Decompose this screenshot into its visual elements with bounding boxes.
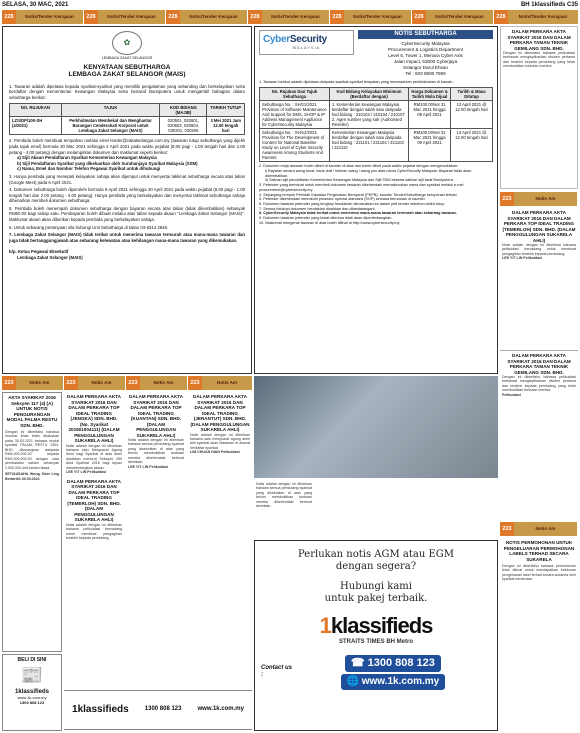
zakat-col-close: TARIKH TUTUP xyxy=(207,104,245,117)
page-section: BH 1klassifieds C35 xyxy=(520,1,578,8)
zakat-para-6: 6. Untuk sebarang pertanyaan sila hubungi Unit Sebutharga di talian 03-8314 2848. xyxy=(9,224,169,230)
1klassifieds-logo: 1klassifieds xyxy=(319,613,433,638)
zakat-col-ref: NO. RUJUKAN xyxy=(10,104,62,117)
category-header: 228 Notis/Tender Kerajaan xyxy=(166,10,248,24)
promo-phone[interactable]: ☎ 1300 808 123 xyxy=(345,655,441,672)
brand-web: www.1k.com.my xyxy=(197,706,244,713)
category-header: 228 Notis/Tender Kerajaan xyxy=(248,10,330,24)
zakat-signature-org: Lembaga Zakat Selangor (MAIS) xyxy=(17,254,83,260)
notis-am-header-row xyxy=(2,376,252,390)
right-notice-1: DALAM PERKARA AKTA SYARIKAT 2016 DAN DALAM PERKARA TOP IDEAL TRADING (TEMERLOH) SDN. BHD. (DALAM PENGGULUNGAN SUKARELA AHLI) Notis adalah dengan ini diberikan bahawa pelikuidasi bercadang untuk membuat pengagihan terakhir kepada pemiutang. LEE YIT LIN Pelikuidasi xyxy=(502,210,576,261)
notis-am-header: 223 Notis Am xyxy=(500,522,578,536)
advert-photo xyxy=(254,376,498,478)
notice-col-4: DALAM PERKARA AKTA SYARIKAT 2016 DAN DALAM PERKARA TOP IDEAL TRADING (JERANTUT) SDN. BHD. (DALAM PENGGULUNGAN SUKARELA AHLI) Notis adalah dengan ini diberikan bahawa satu mesyuarat agung akhir ahli syarikat akan diadakan di alamat berdaftar syarikat. LIM CHUAN HIAN Pelikuidasi xyxy=(190,394,250,455)
promo-line-3: Hubungi kami xyxy=(340,581,412,592)
newspaper-brands: STRAITS TIMES BH Metro xyxy=(338,639,413,646)
promo-line-2: dengan segera? xyxy=(335,561,417,572)
zakat-org-name: LEMBAGA ZAKAT SELANGOR xyxy=(101,56,153,60)
zakat-para-4: 4. Dokumen sebutharga boleh diperolehi bermula 8 April 2021 sehingga 30 April 2021 pada waktu pejabat (8.00 pagi - 1.00 tengah hari dan 2.00 petang - 4.00 petang). Hanya pembida yang berkelayakan dan menyertai taklimat sebutharga sahaja dibenarkan membeli dokumen sebutharga. xyxy=(9,187,245,204)
table-row: Sebutharga No. : SH/11/2021 Provision of Software Maintenance And Support for DMS, SHOP & IP Address Management Appliance for CyberSecurity Malaysia 1. Kementerian Kewangan Malaysia berdaftar dengan salah satu daripada kod bidang : 210103 / 210104 / 210107 2. Agen sumber yang sah (Authorised Reseller) RM100.00/set 31 Mac 2021 hingga 09 April 2021 13 April 2021 @ 12.00 tengah hari xyxy=(260,100,493,128)
zakat-notice xyxy=(2,26,252,374)
category-header-row xyxy=(2,10,578,24)
promo-line-4: untuk pakej terbaik. xyxy=(324,593,428,604)
notis-am-header: 223 Notis Am xyxy=(188,376,252,390)
promo-contact-label: Contact us : xyxy=(261,664,293,679)
zakat-col-code: KOD BIDANG (MAJIB) xyxy=(160,104,207,117)
zakat-para-3: 3. Hanya pembida yang menepati kelayakan sahaja akan dijemput untuk menyertai taklimat sebutharga secara atas talian (Google Meet) pada 6 April 2021. xyxy=(9,173,245,185)
zakat-list-item: b) Sijil Pendaftaran Syarikat yang dikeluarkan oleh Suruhanjaya Syarikat Malaysia (SSM) xyxy=(17,160,198,166)
notice-col-1: AKTA SYARIKAT 2016 Seksyen 117 (4) (A) UNTUK NOTIS PENGURANGAN MODAL PALMA RESTU SDN. BHD. Dengan ini diberitahu bahawa resolusi khas telah diluluskan pada 30.03.2021 bahawa modal syarikat PALMA RESTU SDN. BHD. dikurangkan daripada RM4,000,000.00 kepada RM2,000,000.00 dengan cara pembatalan saham sebanyak 2,000,000 unit saham biasa. SETIAUSAHA Wong Siew Ling Bertarikh 30.03.2021 xyxy=(2,392,62,652)
notice-col-5: Notis adalah dengan ini diberikan bahawa semua pemiutang syarikat yang disebutkan di atas yang belum membuktikan tuntutan mereka dikehendaki berbuat demikian. xyxy=(256,482,312,509)
category-header: 228 Notis/Tender Kerajaan xyxy=(84,10,166,24)
left-small-advert: BELI DI SINI 📰 1klassifieds www.1k.com.my 1300 808 123 xyxy=(2,654,62,731)
right-notice-3: NOTIS PERMOHONAN UNTUK PENGELUARAN PERMOHONAN LABELS TERHAD SECARA SUKARELA Dengan ini diberitahu bahawa permohonan telah dibuat untuk mendapatkan kelulusan pengeluaran label terhad secara sukarela oleh syarikat berkenaan. xyxy=(502,540,576,582)
cyber-notes: 2. Dokumen meja tawaran boleh dibeli di kaunter di atas dan boleh dibeli pada waktu pejabat dengan mengemukakan: i) Bayaran secara wang tunai, bank draf / kiriman wang / wang pos atas nama CyberSecurity Malaysia. Bayaran tidak akan dikembalikan. ii) Salinan sijil pendaftaran Kementerian Kewangan Malaysia dan Sijil SSM beserta salinan sijil taraf Bumiputera. 3. Petender yang berminat untuk membeli dokumen tawaran dikehendaki memaklumkan nama dan syarikat melalui e-mel procurement@cybersecurity.my. 4. Sepanjang tempoh Perintah Kawalan Pergerakan Bersyarat (PKPB), kaunter Tender/Sebutharga beroperasi terhad. 5. Petender dikehendaki mematuhi prosedur operasi standard (SOP) semasa berurusan di kaunter. 6. Dokumen tawaran petender yang lengkap hendaklah dimasukkan ke dalam peti tender sebelum tarikh tutup. 7. Semua fotokopi dokumen hendaklah disahkan dan ditandatangani. 8. CyberSecurity Malaysia tidak terikat untuk menerima mana-mana tawaran termurah atau sebarang tawaran. 9. Dokumen tawaran petender yang lewat diterima tidak akan dipertimbangkan. 10. Maklumat mengenai tawaran di atas boleh dilihat di http://www.cybersecurity.my xyxy=(259,164,472,225)
category-header: 228 Notis/Tender Kerajaan xyxy=(2,10,84,24)
category-header: 228 Notis/Tender Kerajaan xyxy=(330,10,412,24)
zakat-para-1: 1. Tawaran adalah dipelawa kepada syarikat-syarikat yang memiliki pengalaman yang sebanding dan berkelayakan serta berdaftar dengan Kementerian Kewangan Malaysia serta bertaraf Bumiputera untuk mengambil bahagian dalam sebutharga berikut: xyxy=(9,83,245,100)
cyber-address: CyberSecurity Malaysia Procurement & Logistics Department Level 6, Tower 1, Menara Cyber Axis Jalan Impact, 63000 Cyberjaya Selangor Darul Ehsan Tel : 603 8800 7999 xyxy=(387,41,464,77)
notis-am-header: 223 Notis Am xyxy=(64,376,126,390)
right-tender-column: DALAM PERKARA AKTA SYARIKAT 2016 DAN DALAM PERKARA TAMAN TEKNIK GEMILANG SDN. BHD. Dengan ini diberitahu bahawa pelikuidasi berhasrat mengisytiharkan dividen pertama dan terakhir kepada pemiutang yang telah membuktikan tuntutan mereka. xyxy=(500,26,578,189)
cybersecurity-logo: CyberSecurity MALAYSIA xyxy=(259,30,354,55)
right-notice-2: DALAM PERKARA AKTA SYARIKAT 2016 DAN DALAM PERKARA TAMAN TEKNIK GEMILANG SDN. BHD. Dengan ini diberitahu bahawa pelikuidasi berhasrat mengisytiharkan dividen pertama dan terakhir kepada pemiutang yang telah membuktikan tuntutan mereka. Pelikuidasi xyxy=(500,350,578,520)
notis-am-header: 223 Notis Am xyxy=(2,376,64,390)
zakat-table xyxy=(9,103,245,135)
promo-line-1: Perlukan notis AGM atau EGM xyxy=(298,549,454,560)
zakat-list-item: c) Nama, Emel dan Nombor Telefon Pegawai Syarikat untuk dihubungi xyxy=(17,166,161,172)
cybersecurity-notice xyxy=(254,26,498,374)
zakat-para-5: 5. Pembida boleh menempah dokumen sebutharga dengan bayaran secara atas talian (tidak dikembalikan) sebanyak RM50.00 bagi setiap satu. Pembayaran boleh dibuat melalui atas talian kepada akaun "Lembaga Zakat Selangor (MAIS)". Maklumat akaun akan diberikan kepada pembida yang berkelayakan sahaja. xyxy=(9,205,245,222)
zakat-list-item: a) Sijil Akaun Pendaftaran Syarikat Kementerian Kewangan Malaysia xyxy=(17,155,157,161)
brand-logo: 1klassifieds xyxy=(72,704,129,715)
promo-web[interactable]: 🌐 www.1k.com.my xyxy=(341,674,446,690)
zakat-signature-role: b/p. Ketua Pegawai Eksekutif xyxy=(9,249,69,255)
page-topbar xyxy=(2,1,578,10)
cyber-notice-title: NOTIS SEBUTHARGA xyxy=(358,30,493,39)
zakat-cell-close: 3 Mei 2021 Jam 12.00 tengah hari xyxy=(207,117,245,135)
zakat-cell-code: 020501, 020601, 020603, 020604, 030201, 030206 xyxy=(160,117,207,135)
category-header: 228 Notis/Tender Kerajaan xyxy=(494,10,578,24)
cyber-table: No. Rujukan Dan Tajuk Sebutharga Kod Bidang Kelayakan Minimum (Berdaftar dengan) Harga Dokumen & Tarikh Mula Dijual Tarikh & Masa Ditutup Sebutharga No. : SH/11/2021 Provision of Software Maintenance And Support for DMS, SHOP & IP Address Management Appliance for CyberSecurity Malaysia 1. Kementerian Kewangan Malaysia berdaftar dengan salah satu daripada kod bidang : 210103 / 210104 / 210107 2. Agen sumber yang sah (Authorised Reseller) RM100.00/set 31 Mac 2021 hingga 09 April 2021 13 April 2021 @ 12.00 tengah hari Sebutharga No. : SH/12/2021 Provision for The Development of Content for National Baseline Study on Level of Cyber Security Awareness Among Students And Parents Kementerian Kewangan Malaysia berdaftar dengan salah satu daripada kod bidang : 221101 / 221104 / 221103 / 221110 RM100.00/set 31 Mac 2021 hingga 09 April 2021 13 April 2021 @ 12.00 tengah hari xyxy=(259,87,493,162)
zakat-subtitle: LEMBAGA ZAKAT SELANGOR (MAIS) xyxy=(68,71,186,79)
notice-col-2: DALAM PERKARA AKTA SYARIKAT 2016 DAN DALAM PERKARA TOP IDEAL TRADING (JENGKA) SDN. BHD. (No. Syarikat 201501004111) (DALAM PENGGULUNGAN SUKARELA AHLI) Notis adalah dengan ini diberikan bahawa satu Mesyuarat Agung Akhir bagi Syarikat di atas akan diadakan menurut Seksyen 459 Akta Syarikat 2016 bagi tujuan membentangkan akaun. LEE YIT LIN Pelikuidasi DALAM PERKARA AKTA SYARIKAT 2016 DAN DALAM PERKARA TOP IDEAL TRADING (TEMERLOH) SDN. BHD. (DALAM PENGGULUNGAN SUKARELA AHLI) Notis adalah dengan ini diberikan bahawa pelikuidasi bercadang untuk membuat pengagihan terakhir kepada pemiutang. xyxy=(66,394,122,541)
notis-am-header: 223 Notis Am xyxy=(500,192,578,206)
table-row: Sebutharga No. : SH/12/2021 Provision for The Development of Content for National Baseline Study on Level of Cyber Security Awareness Among Students And Parents Kementerian Kewangan Malaysia berdaftar dengan salah satu daripada kod bidang : 221101 / 221104 / 221103 / 221110 RM100.00/set 31 Mac 2021 hingga 09 April 2021 13 April 2021 @ 12.00 tengah hari xyxy=(260,128,493,161)
brand-phone: 1300 808 123 xyxy=(144,706,182,713)
zakat-title: KENYATAAN SEBUTHARGA xyxy=(83,64,171,72)
page-date: SELASA, 30 MAC, 2021 xyxy=(2,1,69,8)
bottom-brand-strip xyxy=(64,690,252,730)
promo-advert xyxy=(254,540,498,731)
zakat-cell-title: Perkhidmatan Membekal dan Menghantar Barangan Cenderahati Korporat untuk Lembaga Zakat Selangor (MAIS) xyxy=(61,117,160,135)
zakat-para-7: 7. Lembaga Zakat Selangor (MAIS) tidak terikat untuk menerima tawaran termurah atau mana-mana tawaran dan juga tidak bertanggungjawab atas sebarang kelewatan atau kehilangan mana-mana tawaran yang dikemukakan. xyxy=(9,232,245,243)
category-header: 228 Notis/Tender Kerajaan xyxy=(412,10,494,24)
notis-am-header: 223 Notis Am xyxy=(126,376,188,390)
zakat-cell-ref: LZS/DP/100-SH (4/2021) xyxy=(10,117,62,135)
notice-col-3: DALAM PERKARA AKTA SYARIKAT 2016 DAN DALAM PERKARA TOP IDEAL TRADING (KUANTAN) SDN. BHD. (DALAM PENGGULUNGAN SUKARELA AHLI) Notis adalah dengan ini diberikan bahawa semua pemiutang syarikat yang disebutkan di atas yang belum membuktikan tuntutan mereka dikehendaki berbuat demikian. LEE YIT LIN Pelikuidasi xyxy=(128,394,184,469)
zakat-selangor-logo-icon: ✿ xyxy=(112,31,142,55)
zakat-para-2: 2. Pembida boleh membuat tempahan melalui emel tender@zakatselangor.com.my (tawaran tutup sebutharga yang dijelih pada tajuk emel) bermula 30 Mac 2021 sehingga 2 April 2021 pada waktu pejabat (8.00 pagi - 1.00 tengah hari dan 2.00 petang - 4.00 petang) dengan melampirkan dokumen dan maklumat seperti berikut: xyxy=(9,138,245,155)
newspaper-stack-icon: 📰 xyxy=(20,665,44,685)
cyber-intro: 1. Tawaran berikut adalah dipelawa daripada syarikat-syarikat tempatan yang menawarkan perkhidmatan di bawah : xyxy=(259,80,455,84)
zakat-col-title: TAJUK xyxy=(61,104,160,117)
